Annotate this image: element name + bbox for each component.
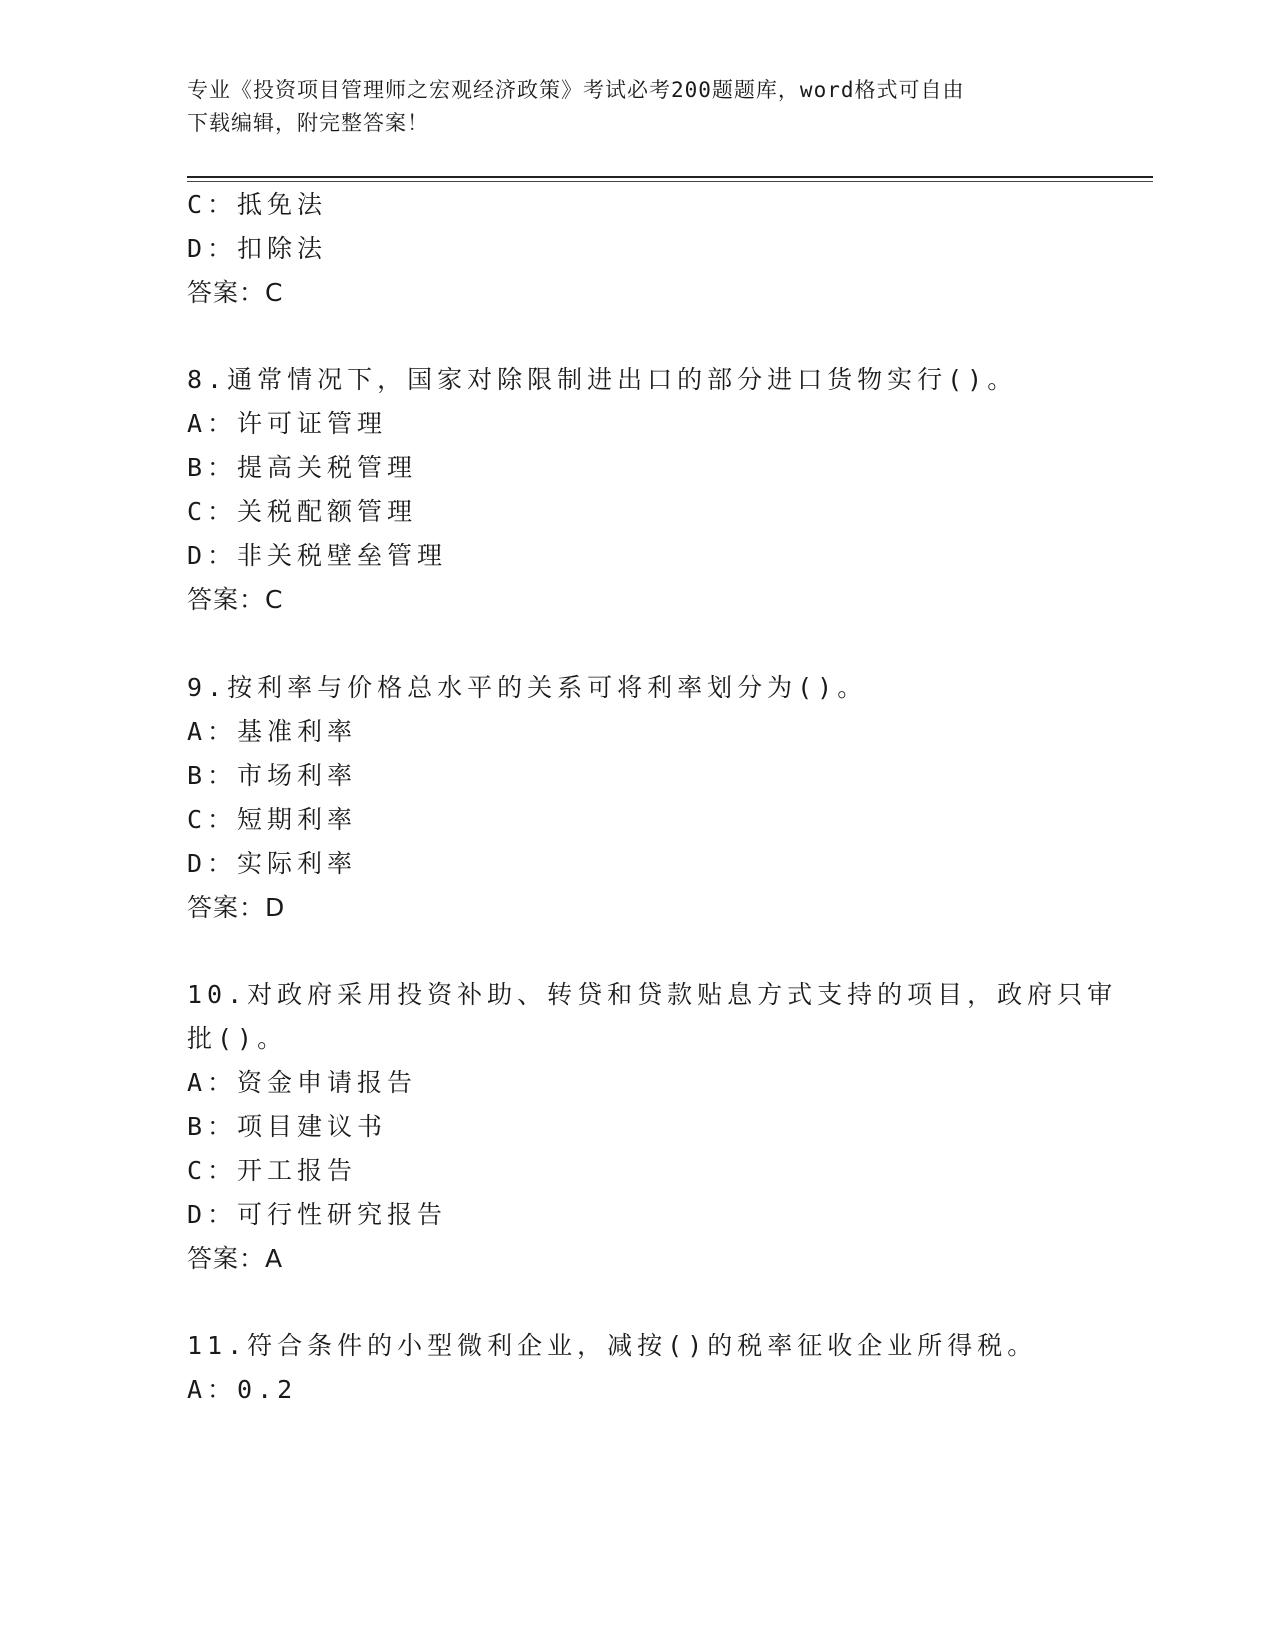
question-11-option-a: A：0.2 (187, 1375, 298, 1404)
question-9-option-d: D：实际利率 (187, 849, 358, 878)
question-8-option-d: D：非关税壁垒管理 (187, 541, 448, 570)
question-10-stem-line-1: 10.对政府采用投资补助、转贷和贷款贴息方式支持的项目，政府只审 (187, 980, 1118, 1009)
question-10-option-c: C：开工报告 (187, 1156, 358, 1185)
question-9-option-c: C：短期利率 (187, 805, 358, 834)
question-11-stem: 11.符合条件的小型微利企业，减按()的税率征收企业所得税。 (187, 1331, 1038, 1360)
question-8-option-a: A：许可证管理 (187, 409, 388, 438)
header-line-2: 下载编辑，附完整答案！ (187, 111, 429, 135)
question-9-option-b: B：市场利率 (187, 761, 358, 790)
question-8-option-c: C：关税配额管理 (187, 497, 418, 526)
question-9-answer: 答案：D (187, 893, 286, 922)
header-divider-thin (187, 181, 1153, 182)
answer: 答案：C (187, 278, 284, 307)
question-9-option-a: A：基准利率 (187, 717, 358, 746)
question-9-stem: 9.按利率与价格总水平的关系可将利率划分为()。 (187, 673, 868, 702)
header-line-1: 专业《投资项目管理师之宏观经济政策》考试必考200题题库，word格式可自由 (187, 78, 965, 102)
option-d: D：扣除法 (187, 234, 328, 263)
question-10-option-a: A：资金申请报告 (187, 1068, 418, 1097)
question-10-stem-line-2: 批()。 (187, 1024, 288, 1053)
document-header (187, 74, 1087, 140)
question-8-stem: 8.通常情况下，国家对除限制进出口的部分进口货物实行()。 (187, 365, 1018, 394)
question-10-answer: 答案：A (187, 1244, 284, 1273)
option-c: C：抵免法 (187, 190, 328, 219)
header-divider (187, 176, 1153, 178)
question-10-option-b: B：项目建议书 (187, 1112, 388, 1141)
question-10-option-d: D：可行性研究报告 (187, 1200, 448, 1229)
question-8-option-b: B：提高关税管理 (187, 453, 418, 482)
question-8-answer: 答案：C (187, 585, 284, 614)
